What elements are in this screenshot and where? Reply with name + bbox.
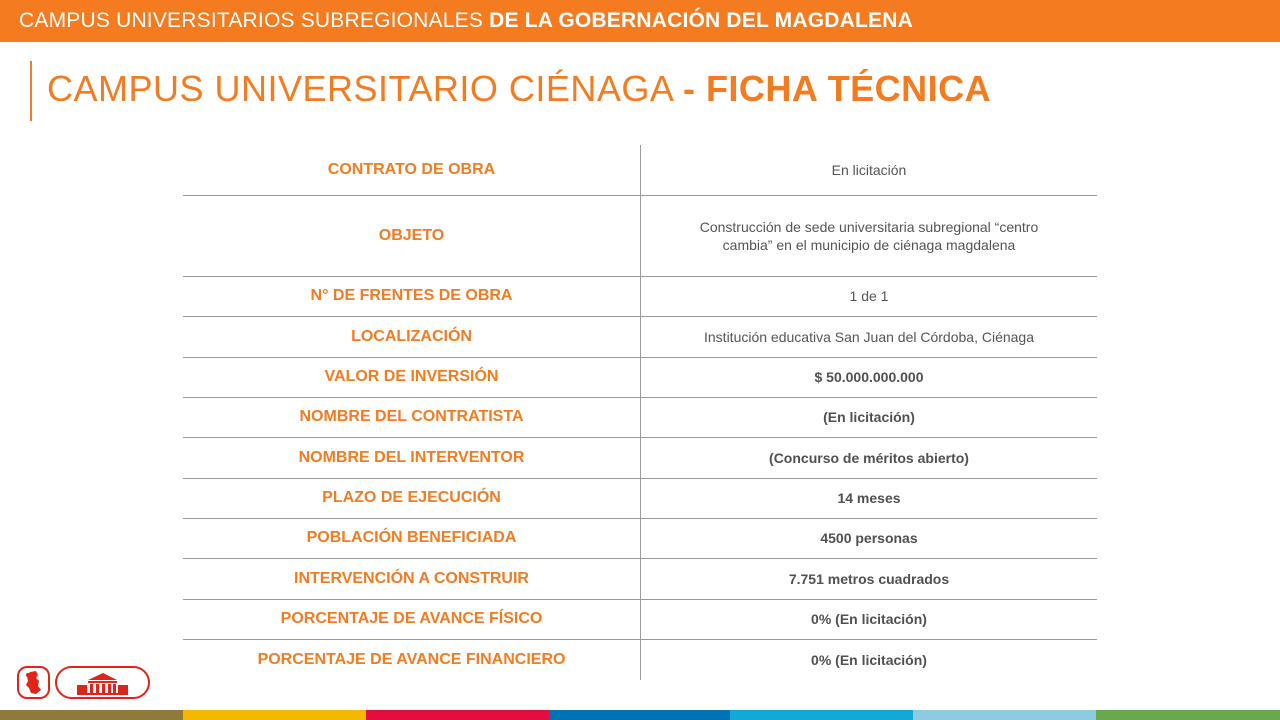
table-row (183, 195, 1097, 276)
row-value: $ 50.000.000.000 (814, 369, 924, 385)
row-label: LOCALIZACIÓN (183, 316, 641, 357)
row-value: 0% (En licitación) (811, 611, 927, 627)
table-row (183, 437, 1097, 478)
row-value: 4500 personas (820, 530, 918, 546)
row-label: OBJETO (183, 195, 641, 276)
table-row (183, 276, 1097, 316)
table-row (183, 639, 1097, 680)
row-value: (Concurso de méritos abierto) (769, 449, 969, 466)
table-row (183, 145, 1097, 195)
row-label: INTERVENCIÓN A CONSTRUIR (183, 558, 641, 599)
row-value: Institución educativa San Juan del Córdoba, Ciénaga (704, 328, 1034, 345)
title-thin-text: CAMPUS UNIVERSITARIO CIÉNAGA (47, 68, 673, 109)
row-value: En licitación (831, 161, 907, 178)
stripe-6 (913, 710, 1096, 720)
banner-bold-text: DE LA GOBERNACIÓN DEL MAGDALENA (489, 9, 913, 32)
row-label: NOMBRE DEL CONTRATISTA (183, 397, 641, 437)
magdalena-map-icon (17, 666, 50, 699)
row-label: VALOR DE INVERSIÓN (183, 357, 641, 397)
stripe-3 (366, 710, 549, 720)
table-row (183, 316, 1097, 357)
table-row (183, 558, 1097, 599)
row-value: 1 de 1 (849, 288, 889, 304)
row-label: PORCENTAJE DE AVANCE FINANCIERO (183, 639, 641, 680)
table-row (183, 478, 1097, 518)
university-building-icon (55, 666, 150, 699)
title-bold-text: - FICHA TÉCNICA (682, 68, 992, 109)
stripe-7 (1096, 710, 1280, 720)
row-value: Construcción de sede universitaria subregional “centro cambia” en el municipio de ciénaga magdalena (699, 218, 1039, 253)
row-value: 7.751 metros cuadrados (788, 570, 950, 587)
row-label: N° DE FRENTES DE OBRA (183, 276, 641, 316)
row-value: (En licitación) (823, 409, 915, 425)
table-row (183, 518, 1097, 558)
row-value: 14 meses (837, 490, 901, 506)
table-row (183, 397, 1097, 437)
table-row (183, 599, 1097, 639)
stripe-1 (0, 710, 183, 720)
row-label: POBLACIÓN BENEFICIADA (183, 518, 641, 558)
banner-text (19, 0, 913, 42)
page-title (47, 66, 991, 112)
color-stripe-bar (0, 710, 1280, 720)
stripe-5 (730, 710, 913, 720)
banner-thin-text: CAMPUS UNIVERSITARIOS SUBREGIONALES (19, 9, 484, 32)
stripe-2 (183, 710, 366, 720)
row-label: PLAZO DE EJECUCIÓN (183, 478, 641, 518)
row-label: CONTRATO DE OBRA (183, 145, 641, 195)
row-value: 0% (En licitación) (811, 651, 927, 668)
top-banner (0, 0, 1280, 42)
title-accent-rule (30, 61, 32, 121)
table-row (183, 357, 1097, 397)
row-label: NOMBRE DEL INTERVENTOR (183, 437, 641, 478)
ficha-tecnica-table (183, 145, 1097, 680)
stripe-4 (549, 710, 730, 720)
row-label: PORCENTAJE DE AVANCE FÍSICO (183, 599, 641, 639)
